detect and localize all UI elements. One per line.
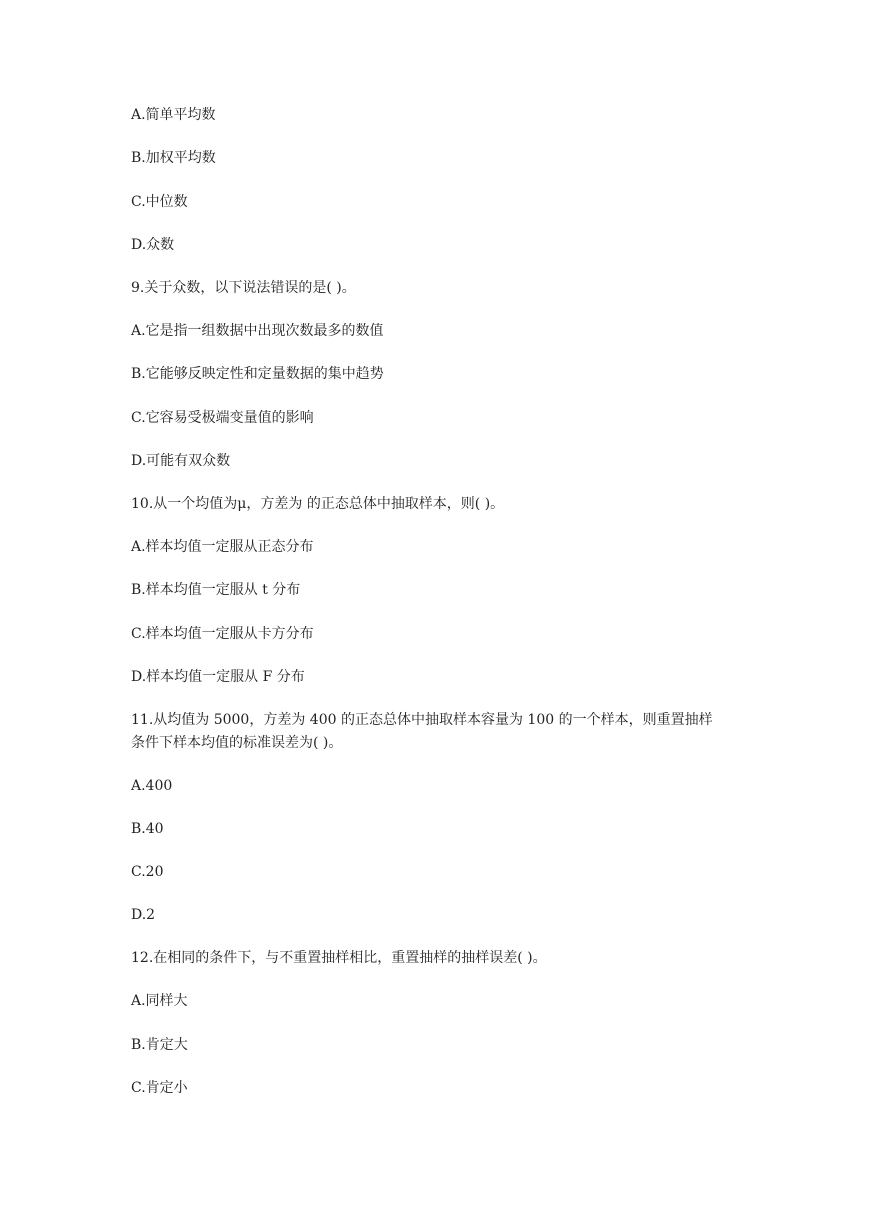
option-10a: A.样本均值一定服从正态分布 [131,539,314,555]
question-12: 12.在相同的条件下，与不重置抽样相比，重置抽样的抽样误差( )。 [131,950,547,966]
option-8b: B.加权平均数 [131,150,216,166]
option-9a: A.它是指一组数据中出现次数最多的数值 [131,323,384,339]
option-12a: A.同样大 [131,993,188,1009]
option-11a: A.400 [131,778,173,794]
option-9b: B.它能够反映定性和定量数据的集中趋势 [131,366,384,382]
option-9d: D.可能有双众数 [131,453,231,469]
option-10b: B.样本均值一定服从 t 分布 [131,582,301,598]
option-12b: B.肯定大 [131,1037,188,1053]
question-11-line-1: 11.从均值为 5000，方差为 400 的正态总体中抽取样本容量为 100 的一个样本，则重置抽样 [131,712,713,728]
option-11c: C.20 [131,864,164,880]
question-9: 9.关于众数，以下说法错误的是( )。 [131,280,356,296]
option-11b: B.40 [131,821,164,837]
option-12c: C.肯定小 [131,1080,188,1096]
option-10c: C.样本均值一定服从卡方分布 [131,626,314,642]
option-9c: C.它容易受极端变量值的影响 [131,410,314,426]
question-11-line-2: 条件下样本均值的标准误差为( )。 [131,735,343,751]
option-8c: C.中位数 [131,194,188,210]
option-10d: D.样本均值一定服从 F 分布 [131,669,305,685]
option-11d: D.2 [131,907,156,923]
option-8d: D.众数 [131,237,175,253]
option-8a: A.简单平均数 [131,107,216,123]
question-10: 10.从一个均值为μ，方差为 的正态总体中抽取样本，则( )。 [131,496,505,512]
